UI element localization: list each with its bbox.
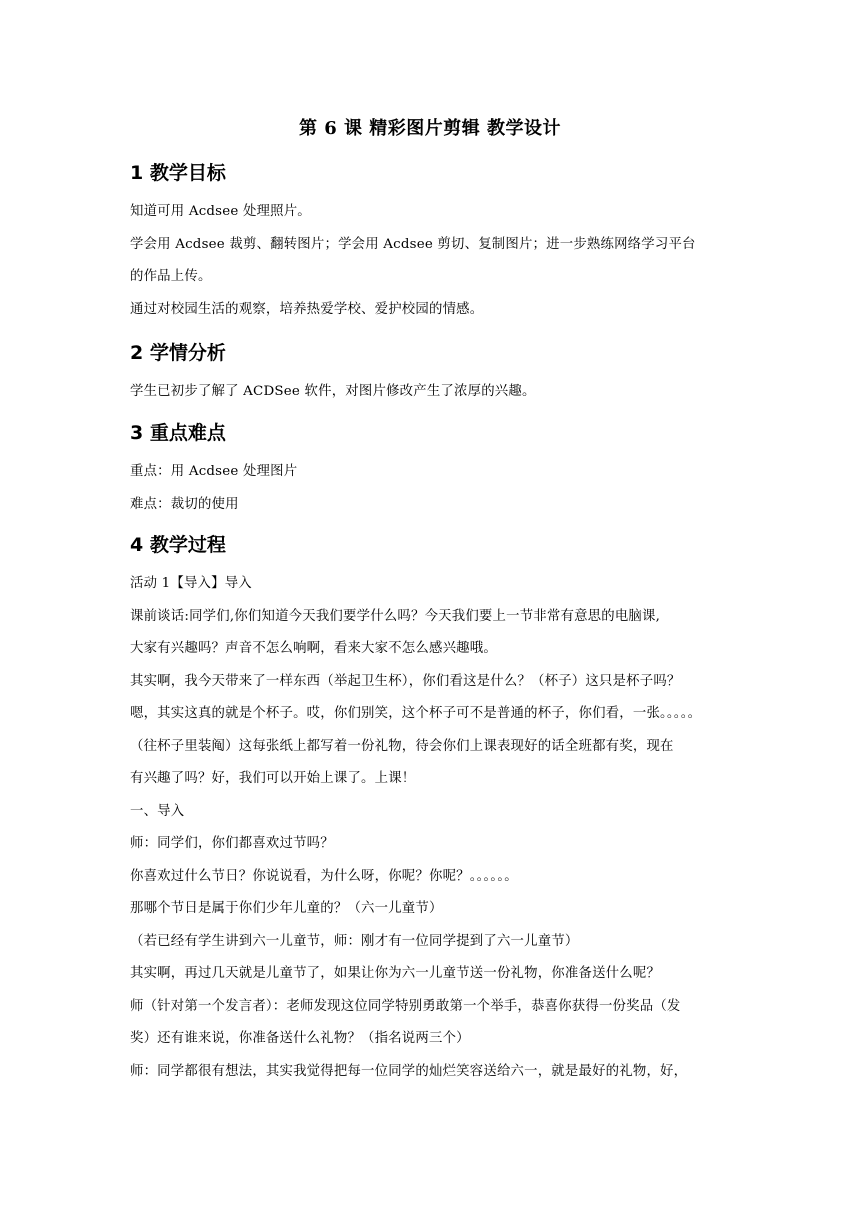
section-teaching-process <box>130 532 740 1088</box>
paragraph: 知道可用 Acdsee 处理照片。 <box>130 204 311 219</box>
paragraph: 其实啊，再过几天就是儿童节了，如果让你为六一儿童节送一份礼物，你准备送什么呢？ <box>130 966 661 981</box>
paragraph: 学会用 Acdsee 裁剪、翻转图片；学会用 Acdsee 剪切、复制图片；进一步熟练网络学习平台 <box>130 236 696 252</box>
paragraph: 学生已初步了解了 ACDSee 软件，对图片修改产生了浓厚的兴趣。 <box>130 384 536 399</box>
paragraph: 其实啊，我今天带来了一样东西（举起卫生杯），你们看这是什么？（杯子）这只是杯子吗？ <box>130 673 681 689</box>
section-heading: 3 重点难点 <box>130 422 226 444</box>
paragraph: （若已经有学生讲到六一儿童节，师：刚才有一位同学提到了六一儿童节） <box>130 933 579 949</box>
section-heading: 4 教学过程 <box>130 534 226 556</box>
paragraph: 嗯，其实这真的就是个杯子。哎，你们别笑，这个杯子可不是普通的杯子，你们看，一张。。。。。 <box>130 706 702 721</box>
paragraph: 师（针对第一个发言者）：老师发现这位同学特别勇敢第一个举手，恭喜你获得一份奖品（发 <box>130 998 681 1014</box>
paragraph: 你喜欢过什么节日？你说说看，为什么呀，你呢？你呢？。。。。。。 <box>130 868 518 884</box>
paragraph: 有兴趣了吗？好，我们可以开始上课了。上课！ <box>130 771 416 786</box>
section-teaching-objectives <box>130 160 740 326</box>
document-title: 第 6 课 精彩图片剪辑 教学设计 <box>298 118 562 139</box>
section-key-difficulties <box>130 420 740 521</box>
paragraph: 活动 1【导入】导入 <box>130 576 252 591</box>
paragraph: 通过对校园生活的观察，培养热爱学校、爱护校园的情感。 <box>130 301 484 317</box>
paragraph: （往杯子里装阄）这每张纸上都写着一份礼物，待会你们上课表现好的话全班都有奖，现在 <box>130 738 674 754</box>
section-heading: 2 学情分析 <box>130 342 226 364</box>
paragraph: 的作品上传。 <box>130 269 212 284</box>
paragraph: 重点：用 Acdsee 处理图片 <box>130 464 298 479</box>
paragraph: 一、导入 <box>130 803 185 819</box>
paragraph: 师：同学都很有想法，其实我觉得把每一位同学的灿烂笑容送给六一，就是最好的礼物，好， <box>130 1063 688 1079</box>
paragraph: 大家有兴趣吗？声音不怎么响啊，看来大家不怎么感兴趣哦。 <box>130 641 497 656</box>
section-heading: 1 教学目标 <box>130 162 226 184</box>
paragraph: 那哪个节日是属于你们少年儿童的？（六一儿童节） <box>130 901 443 916</box>
paragraph: 师：同学们，你们都喜欢过节吗？ <box>130 836 334 851</box>
paragraph: 难点：裁切的使用 <box>130 496 239 512</box>
section-student-analysis <box>130 340 740 409</box>
paragraph: 课前谈话:同学们,你们知道今天我们要学什么吗？今天我们要上一节非常有意思的电脑课, <box>130 608 661 624</box>
paragraph: 奖）还有谁来说，你准备送什么礼物？（指名说两三个） <box>130 1031 470 1046</box>
